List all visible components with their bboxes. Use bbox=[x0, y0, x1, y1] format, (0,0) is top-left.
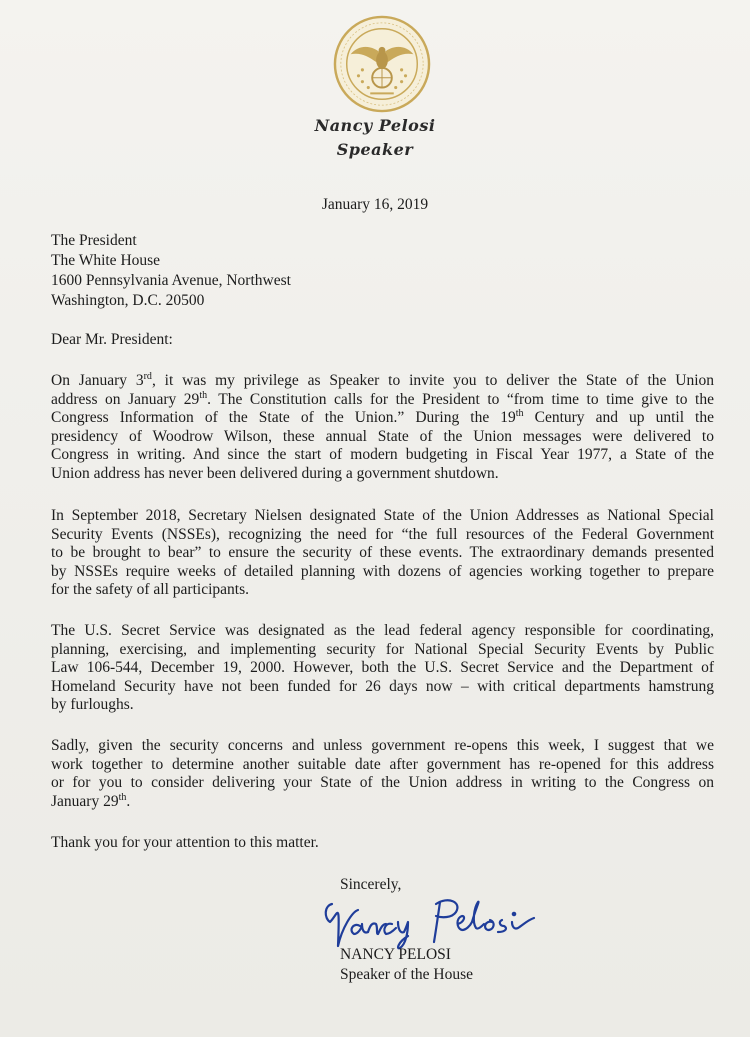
paragraph-line: Congress in writing. And since the start of modern budgeting in Fiscal Year 1977, a State of the bbox=[51, 446, 714, 464]
salutation: Dear Mr. President: bbox=[51, 331, 173, 348]
signatory-name: NANCY PELOSI bbox=[340, 946, 451, 963]
signatory-title: Speaker of the House bbox=[340, 966, 473, 983]
paragraph-line: Homeland Security have not been funded for 26 days now – with critical departments hamstrung bbox=[51, 677, 714, 695]
paragraph-line: address on January 29th. The Constitution calls for the President to “from time to time give to the bbox=[51, 389, 714, 408]
address-line: The President bbox=[51, 232, 137, 249]
house-seal-icon bbox=[333, 15, 431, 113]
paragraph-line: presidency of Woodrow Wilson, these annual State of the Union messages were delivered to bbox=[51, 427, 714, 445]
closing: Sincerely, bbox=[340, 876, 402, 893]
signature-image bbox=[318, 888, 548, 954]
paragraph-nsse bbox=[51, 507, 714, 600]
paragraph-line: January 29th. bbox=[51, 791, 131, 810]
letterhead-title: Speaker bbox=[336, 140, 414, 159]
paragraph-invitation bbox=[51, 372, 714, 484]
address-line: Washington, D.C. 20500 bbox=[51, 292, 205, 309]
paragraph-line: by furloughs. bbox=[51, 696, 134, 714]
paragraph-line: for the safety of all participants. bbox=[51, 581, 249, 599]
paragraph-line: In September 2018, Secretary Nielsen designated State of the Union Addresses as National Special bbox=[51, 507, 714, 524]
paragraph-line: Law 106-544, December 19, 2000. However, both the U.S. Secret Service and the Department of bbox=[51, 659, 714, 677]
paragraph-line: Congress Information of the State of the Union.” During the 19th Century and up until the bbox=[51, 408, 714, 427]
thanks-line: Thank you for your attention to this matter. bbox=[51, 834, 319, 851]
paragraph-line: or for you to consider delivering your State of the Union address in writing to the Congress on bbox=[51, 774, 714, 792]
paragraph-secret-service bbox=[51, 622, 714, 715]
paragraph-line: planning, exercising, and implementing security for National Special Security Events by Public bbox=[51, 640, 714, 658]
address-line: 1600 Pennsylvania Avenue, Northwest bbox=[51, 272, 291, 289]
recipient-address bbox=[51, 231, 291, 311]
paragraph-line: to be brought to bear” to ensure the security of these events. The extraordinary demands presented bbox=[51, 544, 714, 562]
paragraph-line: Sadly, given the security concerns and unless government re-opens this week, I suggest that we bbox=[51, 737, 714, 754]
paragraph-line: Security Events (NSSEs), recognizing the need for “the full resources of the Federal Government bbox=[51, 525, 714, 543]
paragraph-line: On January 3rd, it was my privilege as Speaker to invite you to deliver the State of the Union bbox=[51, 370, 714, 389]
letter-date: January 16, 2019 bbox=[321, 196, 429, 213]
paragraph-line: by NSSEs require weeks of detailed planning with dozens of agencies working together to prepare bbox=[51, 562, 714, 580]
letterhead-name: Nancy Pelosi bbox=[314, 116, 436, 135]
address-line: The White House bbox=[51, 252, 161, 269]
paragraph-line: Union address has never been delivered during a government shutdown. bbox=[51, 464, 499, 482]
paragraph-suggestion bbox=[51, 737, 714, 811]
paragraph-line: The U.S. Secret Service was designated as the lead federal agency responsible for coordinating, bbox=[51, 622, 714, 639]
paragraph-line: work together to determine another suitable date after government has re-opened for this address bbox=[51, 755, 714, 773]
